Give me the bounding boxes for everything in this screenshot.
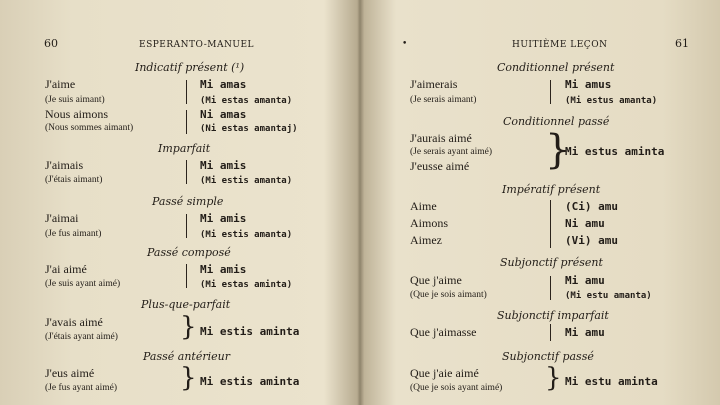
fr-form: J'aimais xyxy=(45,158,84,172)
eo-paraphrase: (Mi estis amanta) xyxy=(200,176,293,186)
eo-form: Mi amis xyxy=(200,159,247,172)
fr-form: J'ai aimé xyxy=(45,262,87,276)
running-head-mark: • xyxy=(402,39,408,49)
eo-form: Mi amas xyxy=(200,78,247,91)
brace-icon: } xyxy=(545,127,571,173)
separator-bar xyxy=(550,276,551,300)
heading-conditionnel-present: Conditionnel présent xyxy=(497,61,615,74)
eo-form: Mi estu aminta xyxy=(565,375,658,388)
fr-paraphrase: (Je fus ayant aimé) xyxy=(45,383,118,393)
fr-form: J'eusse aimé xyxy=(410,159,470,173)
eo-form: (Vi) amu xyxy=(565,234,618,247)
fr-paraphrase: (Nous sommes aimant) xyxy=(45,123,134,133)
eo-paraphrase: (Ni estas amantaj) xyxy=(200,124,298,134)
eo-paraphrase: (Mi estu amanta) xyxy=(565,291,652,301)
fr-form: Aime xyxy=(410,199,437,213)
fr-form: J'aurais aimé xyxy=(410,131,472,145)
heading-imparfait: Imparfait xyxy=(158,142,211,155)
eo-form: Ni amas xyxy=(200,108,247,121)
eo-form: Mi amu xyxy=(565,274,605,287)
separator-bar xyxy=(186,264,187,288)
brace-icon: } xyxy=(180,363,197,393)
separator-bar xyxy=(186,110,187,134)
fr-form: J'aimai xyxy=(45,211,79,225)
fr-paraphrase: (Je suis aimant) xyxy=(45,95,105,105)
heading-imperatif-present: Impératif présent xyxy=(502,183,601,196)
heading-conditionnel-passe: Conditionnel passé xyxy=(503,115,610,128)
fr-form: J'avais aimé xyxy=(45,315,103,329)
fr-form: J'aime xyxy=(45,77,76,91)
page-number-left: 60 xyxy=(44,37,58,50)
separator-bar xyxy=(550,80,551,104)
brace-icon: } xyxy=(545,363,562,393)
heading-subjonctif-imparfait: Subjonctif imparfait xyxy=(497,309,609,322)
eo-paraphrase: (Mi estis amanta) xyxy=(200,230,293,240)
separator-bar xyxy=(550,324,551,341)
right-page xyxy=(362,0,720,405)
fr-paraphrase: (Je serais ayant aimé) xyxy=(410,147,493,157)
heading-passe-anterieur: Passé antérieur xyxy=(143,350,230,363)
eo-paraphrase: (Mi estas amanta) xyxy=(200,96,293,106)
fr-form: Que j'aimasse xyxy=(410,325,477,339)
fr-paraphrase: (Je serais aimant) xyxy=(410,95,477,105)
fr-form: J'eus aimé xyxy=(45,366,95,380)
separator-bar xyxy=(186,80,187,104)
fr-form: Aimez xyxy=(410,233,442,247)
eo-form: Ni amu xyxy=(565,217,605,230)
heading-subjonctif-passe: Subjonctif passé xyxy=(502,350,594,363)
fr-form: Que j'aime xyxy=(410,273,462,287)
eo-form: (Ci) amu xyxy=(565,200,618,213)
eo-form: Mi amis xyxy=(200,263,247,276)
fr-paraphrase: (J'étais aimant) xyxy=(45,175,103,185)
fr-form: Nous aimons xyxy=(45,107,108,121)
eo-paraphrase: (Mi estus amanta) xyxy=(565,96,658,106)
heading-plus-que-parfait: Plus-que-parfait xyxy=(141,298,231,311)
eo-form: Mi amus xyxy=(565,78,612,91)
separator-bar xyxy=(186,160,187,184)
eo-form: Mi amis xyxy=(200,212,247,225)
eo-form: Mi amu xyxy=(565,326,605,339)
running-head-right: HUITIÈME LEÇON xyxy=(512,40,608,50)
running-head-left: ESPERANTO-MANUEL xyxy=(139,40,254,50)
heading-passe-compose: Passé composé xyxy=(147,246,231,259)
eo-form: Mi estis aminta xyxy=(200,375,300,388)
heading-subjonctif-present: Subjonctif présent xyxy=(500,256,603,269)
eo-paraphrase: (Mi estas aminta) xyxy=(200,280,293,290)
brace-icon: } xyxy=(180,312,197,342)
left-page xyxy=(0,0,358,405)
fr-paraphrase: (J'étais ayant aimé) xyxy=(45,332,118,342)
fr-paraphrase: (Que je sois aimant) xyxy=(410,290,487,300)
fr-form: Aimons xyxy=(410,216,449,230)
separator-bar xyxy=(186,214,187,238)
page-number-right: 61 xyxy=(675,37,689,50)
fr-paraphrase: (Je suis ayant aimé) xyxy=(45,279,121,289)
heading-passe-simple: Passé simple xyxy=(152,195,224,208)
separator-bar xyxy=(550,200,551,248)
fr-paraphrase: (Je fus aimant) xyxy=(45,229,102,239)
eo-form: Mi estis aminta xyxy=(200,325,300,338)
fr-paraphrase: (Que je sois ayant aimé) xyxy=(410,383,503,393)
heading-indicatif-present: Indicatif présent (¹) xyxy=(135,61,245,74)
fr-form: Que j'aie aimé xyxy=(410,366,479,380)
fr-form: J'aimerais xyxy=(410,77,458,91)
eo-form: Mi estus aminta xyxy=(565,145,665,158)
